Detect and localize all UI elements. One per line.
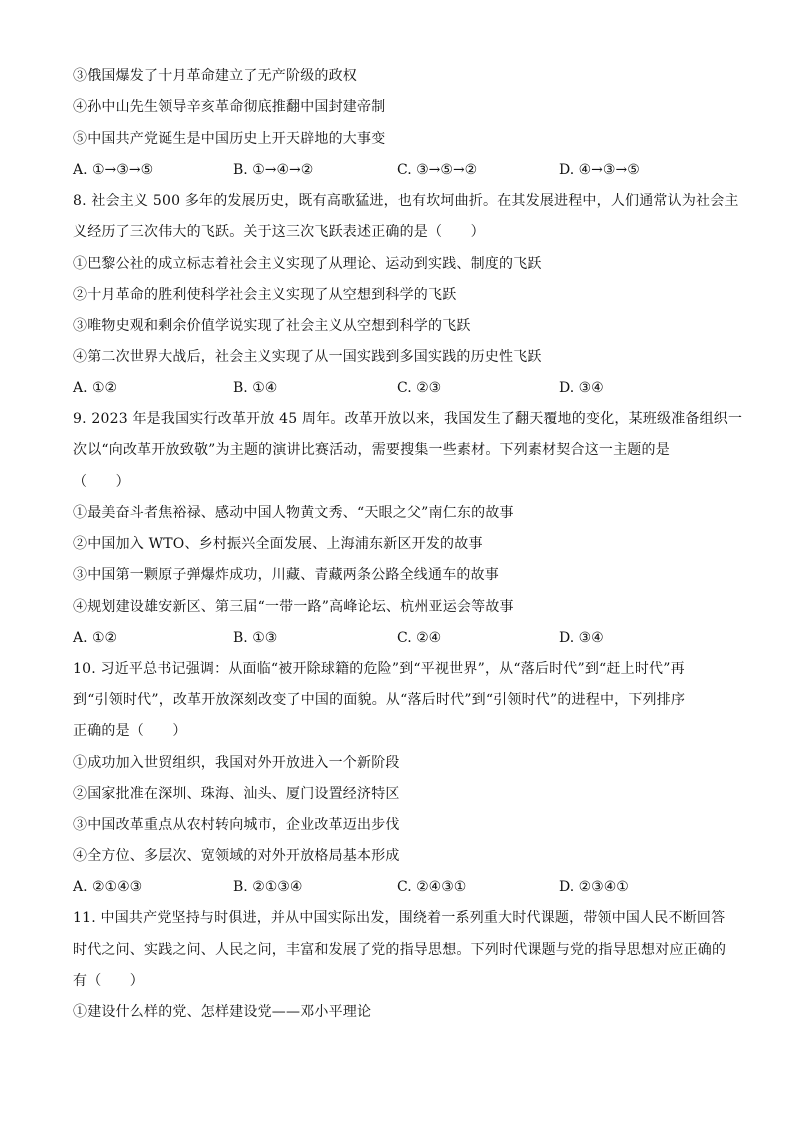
q9-item-2: ②中国加入 WTO、乡村振兴全面发展、上海浦东新区开发的故事	[73, 536, 483, 552]
prev-question-option-d: D. ④→③→⑤	[559, 162, 640, 178]
q10-item-3: ③中国改革重点从农村转向城市，企业改革迈出步伐	[73, 817, 400, 833]
prev-question-item-4: ④孙中山先生领导辛亥革命彻底推翻中国封建帝制	[73, 99, 386, 115]
prev-question-item-5: ⑤中国共产党诞生是中国历史上开天辟地的大事变	[73, 131, 386, 147]
q9-option-c: C. ②④	[397, 630, 442, 646]
prev-question-option-b: B. ①→④→②	[233, 162, 314, 178]
q10-item-2: ②国家批准在深圳、珠海、汕头、厦门设置经济特区	[73, 786, 400, 802]
q10-stem-line-2: 到“引领时代”，改革开放深刻改变了中国的面貌。从“落后时代”到“引领时代”的进程中，下列排序	[73, 692, 686, 708]
q8-stem-line-2: 义经历了三次伟大的飞跃。关于这三次飞跃表述正确的是（ ）	[73, 224, 485, 240]
prev-question-option-a: A. ①→③→⑤	[73, 162, 154, 178]
q9-item-3: ③中国第一颗原子弹爆炸成功，川藏、青藏两条公路全线通车的故事	[73, 567, 499, 583]
q9-option-b: B. ①③	[233, 630, 278, 646]
q9-option-a: A. ①②	[73, 630, 118, 646]
q11-stem-line-2: 时代之问、实践之问、人民之问，丰富和发展了党的指导思想。下列时代课题与党的指导思想对应正确的	[73, 942, 727, 958]
q10-option-a: A. ②①④③	[73, 879, 143, 895]
q11-stem-line-3: 有（ ）	[73, 973, 144, 989]
q8-item-2: ②十月革命的胜利使科学社会主义实现了从空想到科学的飞跃	[73, 287, 457, 303]
q9-stem-line-1: 9. 2023 年是我国实行改革开放 45 周年。改革开放以来，我国发生了翻天覆地的变化，某班级准备组织一	[73, 411, 743, 427]
q9-option-d: D. ③④	[559, 630, 604, 646]
q8-option-a: A. ①②	[73, 380, 118, 396]
q8-option-d: D. ③④	[559, 380, 604, 396]
q9-item-1: ①最美奋斗者焦裕禄、感动中国人物黄文秀、“天眼之父”南仁东的故事	[73, 505, 514, 521]
prev-question-item-3: ③俄国爆发了十月革命建立了无产阶级的政权	[73, 68, 357, 84]
q9-stem-line-3: （ ）	[73, 474, 130, 490]
q10-item-4: ④全方位、多层次、宽领域的对外开放格局基本形成	[73, 848, 400, 864]
q11-stem-line-1: 11. 中国共产党坚持与时俱进，并从中国实际出发，围绕着一系列重大时代课题，带领中国人民不断回答	[73, 910, 726, 926]
q9-item-4: ④规划建设雄安新区、第三届“一带一路”高峰论坛、杭州亚运会等故事	[73, 599, 514, 615]
q10-option-c: C. ②④③①	[397, 879, 467, 895]
q10-item-1: ①成功加入世贸组织，我国对外开放进入一个新阶段	[73, 755, 400, 771]
q10-option-d: D. ②③④①	[559, 879, 629, 895]
q8-item-1: ①巴黎公社的成立标志着社会主义实现了从理论、运动到实践、制度的飞跃	[73, 256, 542, 272]
q9-stem-line-2: 次以“向改革开放致敬”为主题的演讲比赛活动，需要搜集一些素材。下列素材契合这一主题的是	[73, 442, 670, 458]
prev-question-option-c: C. ③→⑤→②	[397, 162, 478, 178]
q8-option-b: B. ①④	[233, 380, 278, 396]
q8-stem-line-1: 8. 社会主义 500 多年的发展历史，既有高歌猛进，也有坎坷曲折。在其发展进程中，人们通常认为社会主	[73, 193, 739, 209]
q8-item-4: ④第二次世界大战后，社会主义实现了从一国实践到多国实践的历史性飞跃	[73, 349, 542, 365]
q10-option-b: B. ②①③④	[233, 879, 303, 895]
q8-item-3: ③唯物史观和剩余价值学说实现了社会主义从空想到科学的飞跃	[73, 318, 471, 334]
q10-stem-line-3: 正确的是（ ）	[73, 723, 187, 739]
q8-option-c: C. ②③	[397, 380, 442, 396]
q11-item-1: ①建设什么样的党、怎样建设党——邓小平理论	[73, 1004, 372, 1020]
q10-stem-line-1: 10. 习近平总书记强调：从面临“被开除球籍的危险”到“平视世界”，从“落后时代”到“赶上时代”再	[73, 661, 685, 677]
